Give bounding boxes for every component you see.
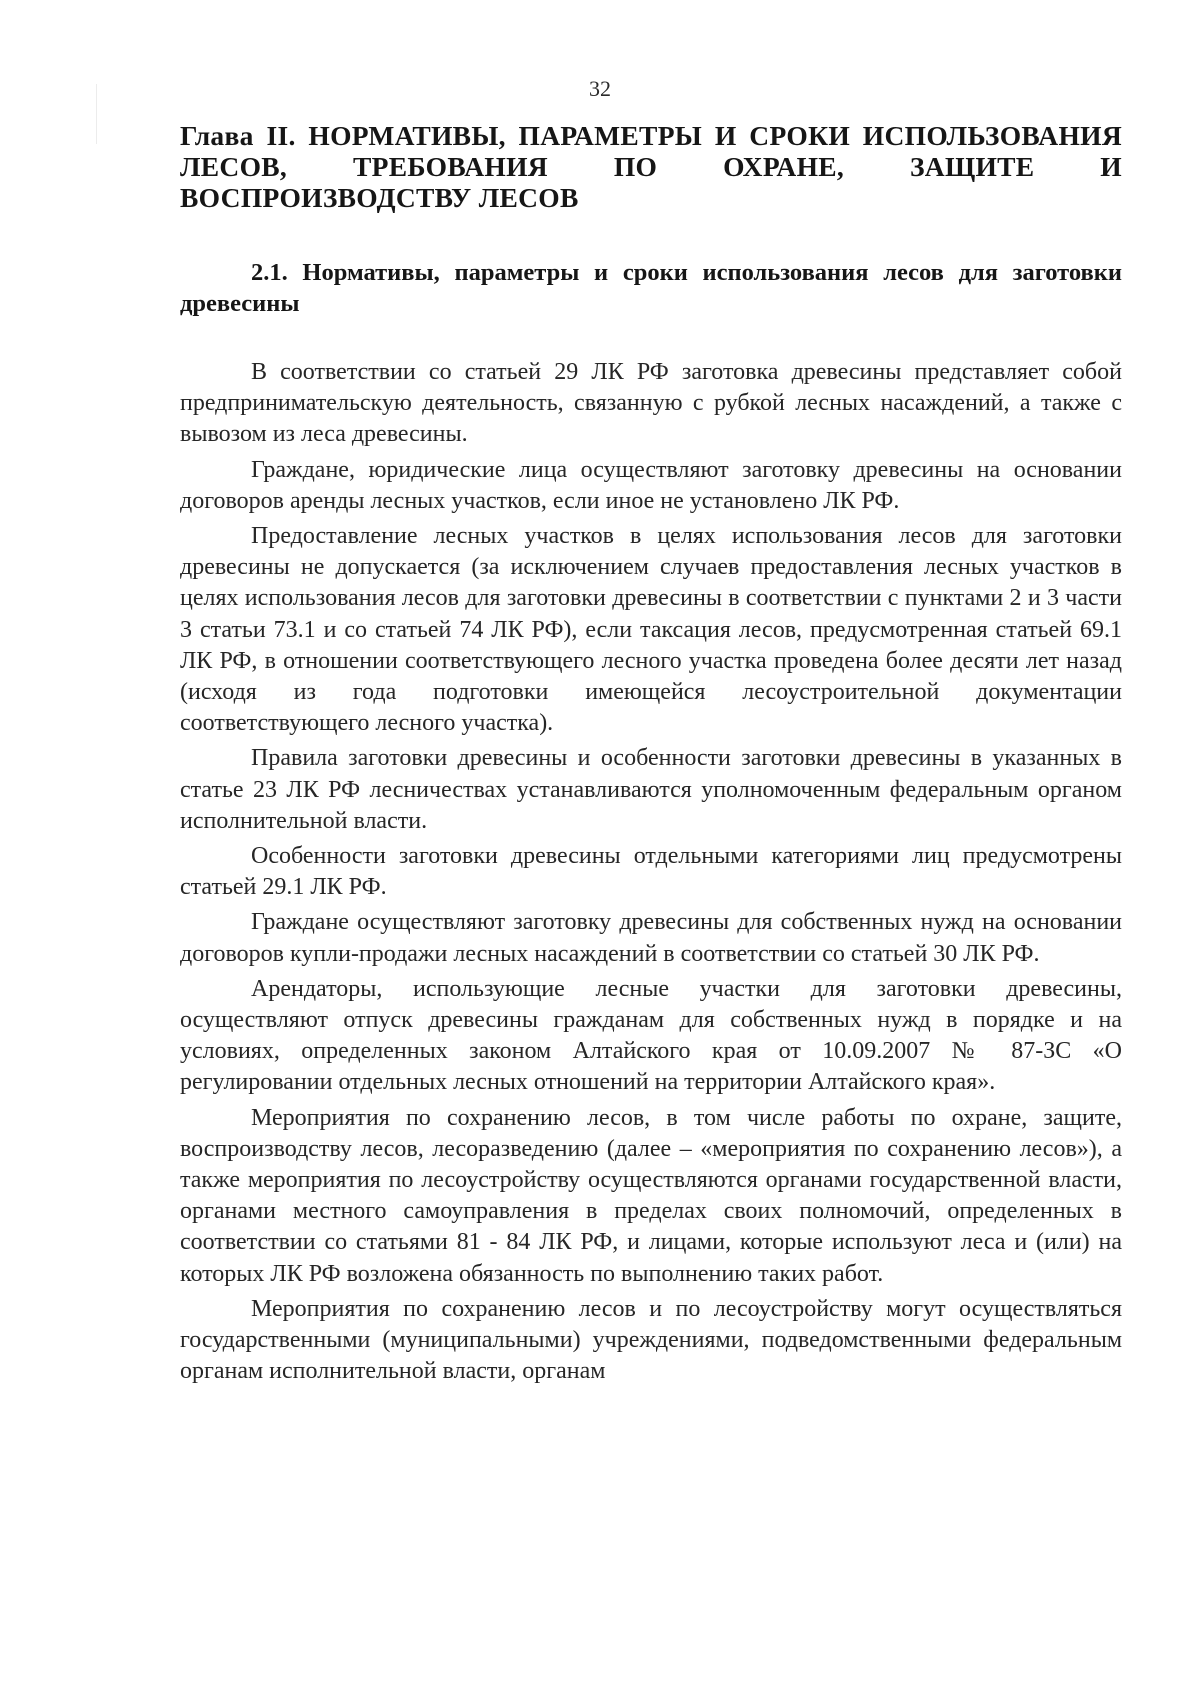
paragraph: Мероприятия по сохранению лесов, в том числе работы по охране, защите, воспроизводству лесов, лесоразведению (далее – «мероприятия по сохранению лесов»), а также мероприятия по лесоустройству осуществляются органами государственной власти, органами местного самоуправления в пределах своих полномочий, определенных в соответствии со статьями 81 - 84 ЛК РФ, и лицами, которые используют леса и (или) на которых ЛК РФ возложена обязанность по выполнению таких работ. [180,1104,1122,1287]
page-number: 32 [589,76,611,101]
paragraph: Особенности заготовки древесины отдельными категориями лиц предусмотрены статьей 29.1 ЛК РФ. [180,843,1122,901]
paragraph: Арендаторы, использующие лесные участки для заготовки древесины, осуществляют отпуск древесины гражданам для собственных нужд в порядке и на условиях, определенных законом Алтайского края от 10.09.2007 № 87-ЗС «О регулировании отдельных лесных отношений на территории Алтайского края». [180,975,1122,1096]
paragraph: Правила заготовки древесины и особенности заготовки древесины в указанных в статье 23 ЛК РФ лесничествах устанавливаются уполномоченным федеральным органом исполнительной власти. [180,745,1122,834]
chapter-heading: Глава II. НОРМАТИВЫ, ПАРАМЕТРЫ И СРОКИ ИСПОЛЬЗОВАНИЯ ЛЕСОВ, ТРЕБОВАНИЯ ПО ОХРАНЕ, ЗАЩИТЕ И ВОСПРОИЗВОДСТВУ ЛЕСОВ [180,120,1122,213]
paragraph: Граждане, юридические лица осуществляют заготовку древесины на основании договоров аренды лесных участков, если иное не установлено ЛК РФ. [180,456,1122,514]
paragraph: Граждане осуществляют заготовку древесины для собственных нужд на основании договоров купли-продажи лесных насаждений в соответствии со статьей 30 ЛК РФ. [180,909,1122,967]
paragraph: Мероприятия по сохранению лесов и по лесоустройству могут осуществляться государственными (муниципальными) учреждениями, подведомственными федеральным органам исполнительной власти, органам [180,1295,1122,1385]
paragraph: В соответствии со статьей 29 ЛК РФ заготовка древесины представляет собой предпринимательскую деятельность, связанную с рубкой лесных насаждений, а также с вывозом из леса древесины. [180,359,1122,448]
body-text [180,357,1122,1388]
document-body [180,120,1122,1392]
paragraph: Предоставление лесных участков в целях использования лесов для заготовки древесины не допускается (за исключением случаев предоставления лесных участков в целях использования лесов для заготовки древесины в соответствии с пунктами 2 и 3 части 3 статьи 73.1 и со статьей 74 ЛК РФ), если таксация лесов, предусмотренная статьей 69.1 ЛК РФ, в отношении соответствующего лесного участка проведена более десяти лет назад (исходя из года подготовки имеющейся лесоустроительной документации соответствующего лесного участка). [180,523,1122,737]
section-heading: 2.1. Нормативы, параметры и сроки использования лесов для заготовки древесины [180,259,1122,317]
